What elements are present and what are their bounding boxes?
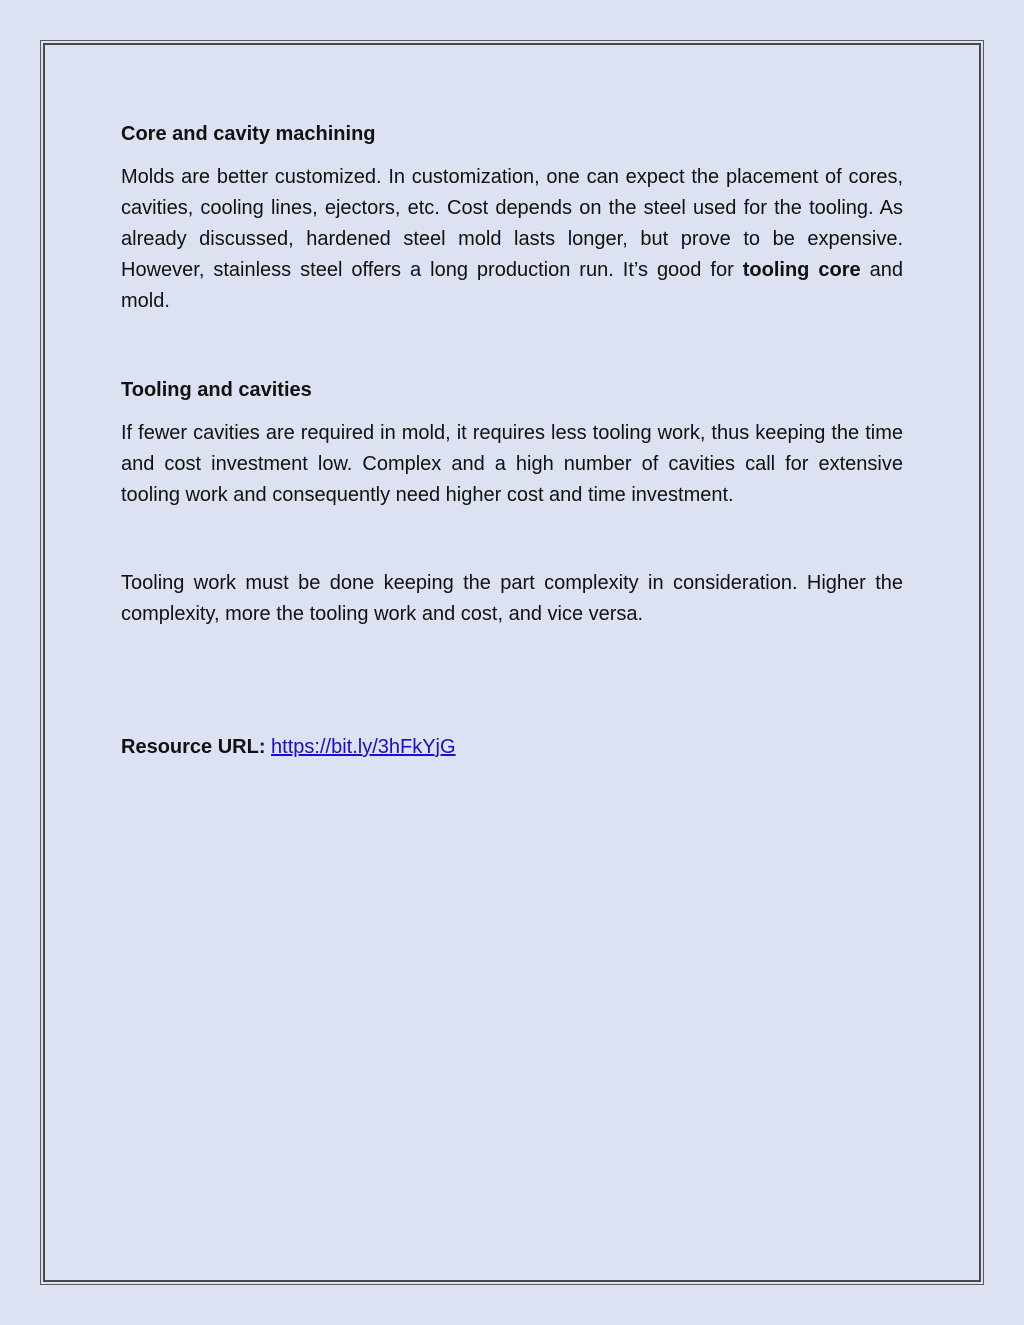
resource-url-line [121, 732, 903, 763]
heading-tooling-cavities: Tooling and cavities [121, 379, 312, 401]
paragraph-core-cavity [121, 162, 903, 317]
resource-url-label: Resource URL: [121, 736, 266, 758]
document-content [121, 118, 903, 763]
paragraph-core-bold: tooling core [742, 259, 861, 281]
paragraph-core-tail: and mold. [121, 259, 903, 312]
resource-url-link[interactable]: https://bit.ly/3hFkYjG [271, 736, 456, 758]
heading-core-cavity-machining: Core and cavity machining [121, 123, 376, 145]
paragraph-tooling-cavities: If fewer cavities are required in mold, it requires less tooling work, thus keeping the time and cost investment low. Complex and a high number of cavities call for extensive tooling work and consequently need higher cost and time investment. [121, 422, 903, 506]
paragraph-tooling-complexity: Tooling work must be done keeping the part complexity in consideration. Higher the complexity, more the tooling work and cost, and vice versa. [121, 572, 903, 625]
paragraph-core-text: Molds are better customized. In customization, one can expect the placement of cores, cavities, cooling lines, ejectors, etc. Cost depends on the steel used for the tooling. As already discussed, hardened steel mold lasts longer, but prove to be expensive. However, stainless steel offers a long production run. It’s good for [121, 166, 903, 281]
